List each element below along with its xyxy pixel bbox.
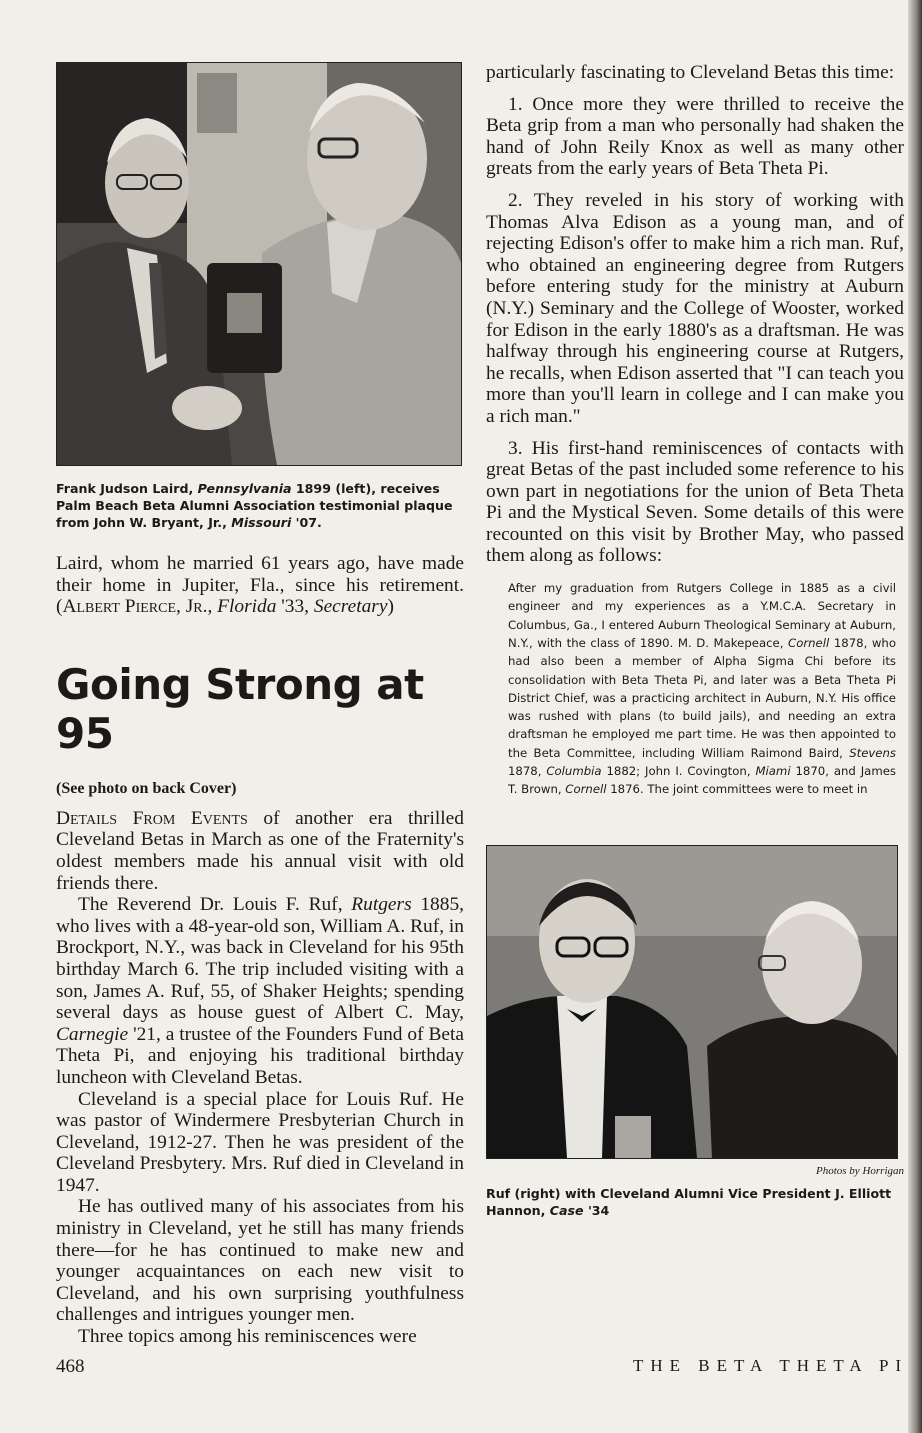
paragraph-1: Details From Events of another era thrilled Cleveland Betas in March as one of the Fraternity's oldest members made his annual visit with old friends there.: [56, 807, 464, 894]
article-body-left: [56, 808, 464, 1348]
paragraph-r4: 3. His first-hand reminiscences of contacts with great Betas of the past included some reference to his own part in negotiations for the union of Beta Theta Pi and the Mystical Seven. Some details of this were recounted on this visit by Brother May, who passed them along as follows:: [486, 437, 904, 567]
magazine-name: THE BETA THETA PI: [633, 1356, 909, 1375]
page-number: 468: [56, 1356, 85, 1377]
paragraph-5: Three topics among his reminiscences were: [78, 1326, 417, 1348]
article-subhead: (See photo on back Cover): [56, 779, 237, 797]
laird-closing-paragraph: Laird, whom he married 61 years ago, have made their home in Jupiter, Fla., since his retirement. (Albert Pierce, Jr., Florida '33, Secretary): [56, 553, 464, 618]
left-column: [56, 62, 464, 1348]
article-title: Going Strong at 95: [56, 659, 424, 758]
photo2-caption: Ruf (right) with Cleveland Alumni Vice President J. Elliott Hannon, Case '34: [486, 1185, 892, 1218]
photo-ruf-hannon-image: [487, 846, 897, 1158]
paragraph-r2: 1. Once more they were thrilled to receive the Beta grip from a man who personally had shaken the hand of John Reily Knox as well as many other greats from the early years of Beta Theta Pi.: [486, 93, 904, 180]
block-quote: After my graduation from Rutgers College in 1885 as a civil engineer and my experiences as a Y.M.C.A. Secretary in Columbus, Ga., I entered Auburn Theological Seminary at Auburn, N.Y., with the class of 1890. M. D. Makepeace, Cornell 1878, who had also been a member of Alpha Sigma Chi before its consolidation with Beta Theta Pi, and later was a Beta Theta Pi District Chief, was a practicing architect in Auburn, N.Y. His office was rushed with plans (to build jails), and needing an extra draftsman he employed me part time. He was then appointed to the Beta Committee, including William Raimond Baird, Stevens 1878, Columbia 1882; John I. Covington, Miami 1870, and James T. Brown, Cornell 1876. The joint committees were to meet in: [508, 581, 896, 797]
photo-laird-plaque: [56, 62, 462, 466]
photo-laird-plaque-image: [57, 63, 461, 465]
paragraph-r1: particularly fascinating to Cleveland Betas this time:: [486, 62, 895, 83]
paragraph-r3: 2. They reveled in his story of working with Thomas Alva Edison as a young man, and of rejecting Edison's offer to make him a rich man. Ruf, who obtained an engineering degree from Rutgers before entering study for the ministry at Auburn (N.Y.) Seminary and the College of Wooster, worked for Edison in the early 1880's as a draftsman. He was halfway through his engineering course at Rutgers, he recalls, when Edison asserted that "I can teach you more than you'll learn in college and I can make you a rich man.": [486, 189, 904, 427]
paragraph-2: The Reverend Dr. Louis F. Ruf, Rutgers 1885, who lives with a 48-year-old son, William A. Ruf, in Brockport, N.Y., was back in Cleveland for his 95th birthday March 6. The trip included visiting with a son, James A. Ruf, 55, of Shaker Heights; spending several days as house guest of Albert C. May, Carnegie '21, a trustee of the Founders Fund of Beta Theta Pi, and enjoying his traditional birthday luncheon with Cleveland Betas.: [56, 894, 464, 1088]
paragraph-3: Cleveland is a special place for Louis Ruf. He was pastor of Windermere Presbyterian Church in Cleveland, 1912-27. Then he was president of the Cleveland Presbytery. Mrs. Ruf died in Cleveland in 1947.: [56, 1088, 464, 1196]
right-column: [486, 62, 904, 1219]
photo-ruf-hannon: [486, 845, 898, 1159]
article-body-right: [486, 62, 904, 567]
photo1-caption: Frank Judson Laird, Pennsylvania 1899 (left), receives Palm Beach Beta Alumni Association testimonial plaque from John W. Bryant, Jr., Missouri '07.: [56, 481, 453, 530]
paragraph-4: He has outlived many of his associates from his ministry in Cleveland, yet he still has many friends there—for he has continued to make new and younger acquaintances on each new visit to Cleveland, and his own surprising youthfulness challenges and intrigues younger men.: [56, 1196, 464, 1326]
photo-credit: Photos by Horrigan: [816, 1164, 904, 1177]
page-edge-shadow: [908, 0, 922, 1433]
